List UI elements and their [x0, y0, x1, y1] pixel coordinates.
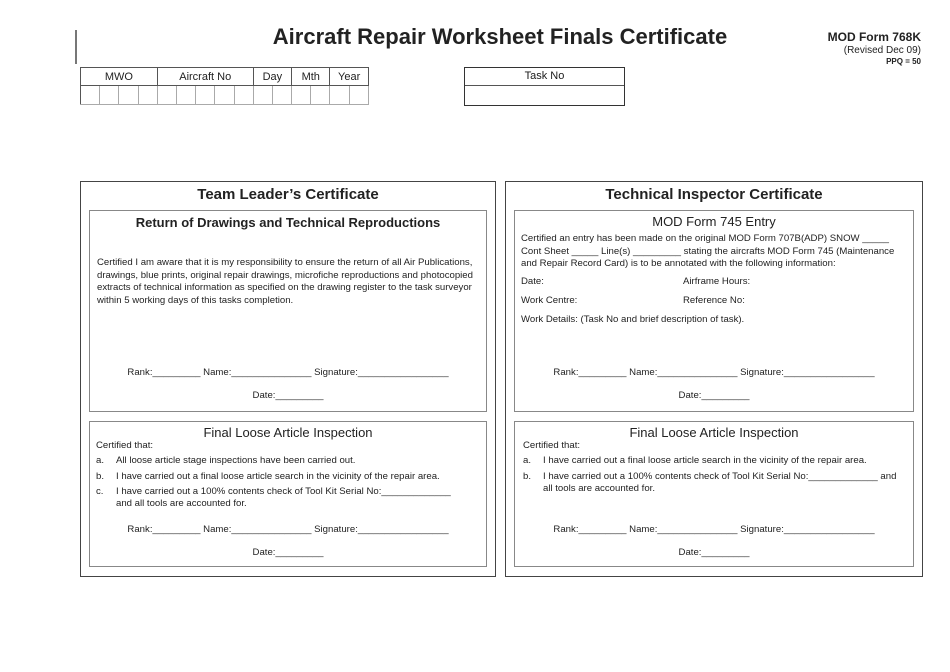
form-ppq: PPQ = 50 [886, 57, 921, 66]
signature-line[interactable]: Rank:_________ Name:_______________ Signature:_________________ [127, 524, 449, 535]
return-drawings-text: Certified I am aware that it is my responsibility to ensure the return of all Air Publications, drawings, blue prints, original repair drawings, microfiche reproductions and photocopied extracts of technical information as specified on the drawing register to the task surveyor within 5 working days of this tasks completion. [97, 257, 473, 306]
loose-article-items [90, 455, 486, 510]
date-line[interactable]: Date:_________ [252, 547, 324, 558]
mwo-cell[interactable] [119, 86, 138, 105]
signature-line[interactable]: Rank:_________ Name:_______________ Signature:_________________ [127, 367, 449, 378]
work-details-field[interactable]: Work Details: (Task No and brief description of task). [521, 313, 745, 325]
form-745-fields [515, 272, 913, 329]
mwo-cell[interactable] [100, 86, 119, 105]
aircraft-no-cell[interactable] [215, 86, 234, 105]
task-no-field[interactable] [465, 86, 624, 105]
aircraft-no-cell[interactable] [176, 86, 195, 105]
tech-inspector-title: Technical Inspector Certificate [605, 186, 823, 203]
mwo-cell[interactable] [138, 86, 157, 105]
reference-no-field[interactable]: Reference No: [683, 294, 745, 306]
day-cell[interactable] [253, 86, 272, 105]
loose-article-title: Final Loose Article Inspection [203, 425, 373, 440]
margin-bar [75, 30, 77, 64]
list-item: a. I have carried out a final loose article search in the vicinity of the repair area. [523, 455, 867, 466]
form-745-text: Certified an entry has been made on the original MOD Form 707B(ADP) SNOW _____ Cont Sheet _____ Line(s) _________ stating the aircrafts MOD Form 745 (Maintenance and Repair Record Card) is to be annotated with the following information: [521, 233, 895, 269]
form-745-section [514, 210, 914, 412]
day-cell[interactable] [272, 86, 291, 105]
return-drawings-section [89, 210, 487, 412]
loose-article-items [515, 455, 913, 495]
team-leader-certificate [80, 181, 496, 577]
date-field[interactable]: Date: [521, 275, 544, 287]
task-no-label: Task No [465, 68, 624, 86]
form-revision: (Revised Dec 09) [843, 45, 921, 56]
loose-article-section [89, 421, 487, 567]
task-no-box [464, 67, 625, 106]
month-header: Mth [292, 68, 330, 86]
technical-inspector-certificate [505, 181, 923, 577]
list-item: b. I have carried out a 100% contents check of Tool Kit Serial No:_____________ and all tools are accounted for. [523, 470, 897, 494]
month-cell[interactable] [311, 86, 330, 105]
list-item: a. All loose article stage inspections have been carried out. [96, 455, 356, 466]
year-cell[interactable] [349, 86, 368, 105]
page-title: Aircraft Repair Worksheet Finals Certificate [272, 24, 728, 49]
id-grid [80, 67, 369, 105]
year-header: Year [330, 68, 368, 86]
month-cell[interactable] [292, 86, 311, 105]
aircraft-no-cell[interactable] [157, 86, 176, 105]
airframe-hours-field[interactable]: Airframe Hours: [683, 275, 751, 287]
aircraft-no-header: Aircraft No [157, 68, 253, 86]
aircraft-no-cell[interactable] [234, 86, 253, 105]
signature-line[interactable]: Rank:_________ Name:_______________ Signature:_________________ [553, 367, 875, 378]
day-header: Day [253, 68, 291, 86]
certified-that-label: Certified that: [96, 440, 154, 451]
certified-that-label: Certified that: [523, 440, 581, 451]
loose-article-title: Final Loose Article Inspection [629, 425, 799, 440]
form-745-title: MOD Form 745 Entry [652, 214, 776, 229]
return-drawings-title: Return of Drawings and Technical Reproductions [135, 215, 441, 230]
list-item: b. I have carried out a final loose article search in the vicinity of the repair area. [96, 470, 440, 482]
team-leader-title: Team Leader’s Certificate [197, 186, 379, 203]
aircraft-no-cell[interactable] [196, 86, 215, 105]
year-cell[interactable] [330, 86, 349, 105]
form-reference [828, 30, 921, 66]
date-line[interactable]: Date:_________ [252, 390, 324, 401]
list-item: c. I have carried out a 100% contents check of Tool Kit Serial No:_____________ and all tools are accounted for. [96, 486, 451, 509]
signature-line[interactable]: Rank:_________ Name:_______________ Signature:_________________ [553, 524, 875, 535]
mwo-cell[interactable] [81, 86, 100, 105]
date-line[interactable]: Date:_________ [678, 390, 750, 401]
date-line[interactable]: Date:_________ [678, 547, 750, 558]
form-number: MOD Form 768K [827, 30, 921, 44]
loose-article-section [514, 421, 914, 567]
work-centre-field[interactable]: Work Centre: [521, 294, 578, 306]
mwo-header: MWO [81, 68, 158, 86]
